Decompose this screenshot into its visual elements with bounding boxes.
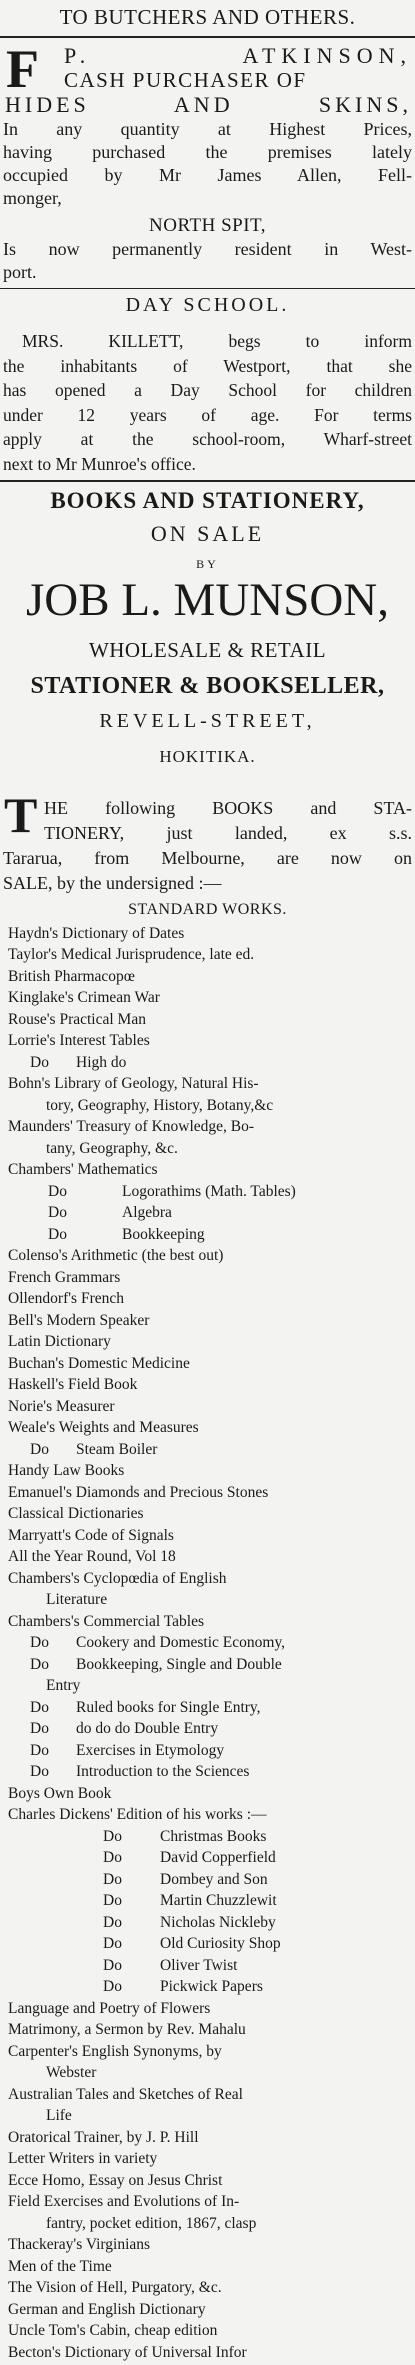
- book-title: David Copperfield: [160, 1849, 276, 1867]
- text-line: Tararua, from Melbourne, are now on: [3, 848, 412, 868]
- drop-cap-f: F: [6, 39, 39, 99]
- book-title: Marryatt's Code of Signals: [8, 1526, 174, 1544]
- book-title: Introduction to the Sciences: [76, 1763, 250, 1781]
- book-title: Christmas Books: [160, 1827, 267, 1845]
- text-line: occupied by Mr James Allen, Fell-: [3, 165, 412, 185]
- ditto-mark: Do: [103, 1978, 122, 1996]
- text-line: Is now permanently resident in West-: [3, 239, 412, 259]
- text-line: In any quantity at Highest Prices,: [3, 119, 412, 139]
- text-line: under 12 years of age. For terms: [3, 404, 412, 425]
- ditto-mark: Do: [30, 1763, 49, 1781]
- ditto-mark: Do: [48, 1225, 67, 1243]
- book-title: French Grammars: [8, 1268, 121, 1286]
- book-title: Letter Writers in variety: [8, 2150, 158, 2168]
- ditto-mark: Do: [103, 1827, 122, 1845]
- ditto-mark: Do: [30, 1698, 49, 1716]
- book-title: Life: [46, 2107, 72, 2125]
- book-title: Bookkeeping, Single and Double: [76, 1655, 282, 1673]
- book-title: do do do Double Entry: [76, 1720, 219, 1738]
- day-school-heading: DAY SCHOOL.: [125, 294, 290, 316]
- text-line: HE following BOOKS and STA-: [44, 798, 412, 818]
- book-title: Emanuel's Diamonds and Precious Stones: [8, 1483, 269, 1501]
- book-title: The Vision of Hell, Purgatory, &c.: [8, 2279, 222, 2297]
- text-line: MRS. KILLETT, begs to inform: [22, 331, 412, 351]
- book-title: High do: [76, 1053, 127, 1071]
- ditto-mark: Do: [30, 1655, 49, 1673]
- text-line: TIONERY, just landed, ex s.s.: [44, 823, 412, 843]
- munson-name: JOB L. MUNSON,: [26, 574, 389, 626]
- book-title: Men of the Time: [8, 2257, 112, 2275]
- ditto-mark: Do: [30, 1053, 49, 1071]
- book-title: Charles Dickens' Edition of his works :—: [8, 1806, 267, 1824]
- text-line: port.: [3, 262, 37, 282]
- book-title: Taylor's Medical Jurisprudence, late ed.: [8, 946, 255, 964]
- book-title: Ruled books for Single Entry,: [76, 1698, 261, 1716]
- book-title: Bohn's Library of Geology, Natural His-: [8, 1075, 259, 1093]
- book-title: Haydn's Dictionary of Dates: [8, 925, 185, 942]
- book-title: Bookkeeping: [122, 1225, 205, 1243]
- book-title: tory, Geography, History, Botany,&c: [46, 1096, 274, 1114]
- book-title: Buchan's Domestic Medicine: [8, 1354, 190, 1372]
- book-title: Steam Boiler: [76, 1440, 158, 1458]
- text-line: has opened a Day School for children: [3, 380, 412, 400]
- book-title: Matrimony, a Sermon by Rev. Mahalu: [8, 2021, 246, 2039]
- book-title: Old Curiosity Shop: [160, 1935, 281, 1953]
- book-title: Boys Own Book: [8, 1784, 112, 1802]
- book-title: Algebra: [122, 1204, 172, 1222]
- book-title: Thackeray's Virginians: [8, 2236, 151, 2254]
- book-title: Classical Dictionaries: [8, 1505, 144, 1523]
- book-title: Norie's Measurer: [8, 1397, 115, 1415]
- ditto-mark: Do: [48, 1182, 67, 1200]
- book-title: British Pharmacopœ: [8, 967, 135, 985]
- text-line: SALE, by the undersigned :—: [3, 873, 222, 893]
- text-line: having purchased the premises lately: [3, 142, 412, 162]
- hokitika: HOKITIKA.: [159, 747, 256, 766]
- book-title: Field Exercises and Evolutions of In-: [8, 2193, 240, 2211]
- book-title: Ecce Homo, Essay on Jesus Christ: [8, 2171, 223, 2189]
- divider: [0, 480, 415, 482]
- book-title: Maunders' Treasury of Knowledge, Bo-: [8, 1118, 255, 1136]
- by-label: BY: [196, 557, 219, 571]
- book-title: Bell's Modern Speaker: [8, 1311, 150, 1329]
- book-title: Ollendorf's French: [8, 1290, 125, 1308]
- book-title: Handy Law Books: [8, 1462, 125, 1480]
- book-title: Chambers's Commercial Tables: [8, 1612, 204, 1630]
- ditto-mark: Do: [30, 1720, 49, 1738]
- book-title: Language and Poetry of Flowers: [8, 1999, 211, 2017]
- north-spit: NORTH SPIT,: [149, 215, 266, 236]
- ditto-mark: Do: [30, 1440, 49, 1458]
- ditto-mark: Do: [103, 1892, 122, 1910]
- drop-cap-t: T: [4, 787, 38, 843]
- ditto-mark: Do: [103, 1935, 122, 1953]
- book-title: Chambers' Mathematics: [8, 1161, 158, 1179]
- book-title: Martin Chuzzlewit: [160, 1892, 277, 1910]
- book-title: Becton's Dictionary of Universal Infor: [8, 2343, 247, 2361]
- book-title: Literature: [46, 1591, 108, 1609]
- revell-street: REVELL-STREET,: [99, 710, 316, 732]
- text-line: next to Mr Munroe's office.: [3, 453, 196, 474]
- book-title: Webster: [46, 2064, 97, 2082]
- book-title: Exercises in Etymology: [76, 1741, 225, 1759]
- book-title: Weale's Weights and Measures: [8, 1419, 199, 1437]
- on-sale: ON SALE: [150, 521, 265, 546]
- book-title: All the Year Round, Vol 18: [8, 1548, 176, 1566]
- text-line: apply at the school-room, Wharf-street: [3, 429, 412, 449]
- book-title: Oratorical Trainer, by J. P. Hill: [8, 2128, 199, 2146]
- book-title: Carpenter's English Synonyms, by: [8, 2042, 222, 2060]
- book-title: Logorathims (Math. Tables): [122, 1182, 296, 1200]
- book-title: Haskell's Field Book: [8, 1376, 138, 1394]
- book-title: Latin Dictionary: [8, 1333, 111, 1351]
- book-title: German and English Dictionary: [8, 2300, 206, 2318]
- book-title: Chambers's Cyclopœdia of English: [8, 1569, 227, 1587]
- book-title: Entry: [46, 1677, 81, 1695]
- standard-works-heading: STANDARD WORKS.: [128, 901, 287, 918]
- books-heading: BOOKS AND STATIONERY,: [50, 488, 365, 513]
- book-title: Oliver Twist: [160, 1956, 238, 1974]
- book-title: tany, Geography, &c.: [46, 1139, 178, 1157]
- stationer-bookseller: STATIONER & BOOKSELLER,: [30, 673, 385, 699]
- ditto-mark: Do: [103, 1913, 122, 1931]
- text-line: the inhabitants of Westport, that she: [3, 355, 412, 376]
- book-title: Kinglake's Crimean War: [8, 989, 160, 1007]
- divider: [0, 288, 415, 289]
- ditto-mark: Do: [103, 1956, 122, 1974]
- book-title: Rouse's Practical Man: [8, 1010, 146, 1028]
- book-title: Lorrie's Interest Tables: [8, 1032, 150, 1050]
- ditto-mark: Do: [48, 1204, 67, 1222]
- atkinson-name: P. ATKINSON,: [64, 43, 412, 68]
- hides-and-skins: HIDES AND SKINS,: [5, 92, 412, 117]
- ditto-mark: Do: [103, 1870, 122, 1888]
- butchers-heading: TO BUTCHERS AND OTHERS.: [59, 5, 356, 29]
- text-line: monger,: [3, 188, 62, 208]
- book-title: fantry, pocket edition, 1867, clasp: [46, 2214, 257, 2232]
- ditto-mark: Do: [103, 1849, 122, 1867]
- book-title: Cookery and Domestic Economy,: [76, 1634, 286, 1652]
- wholesale-retail: WHOLESALE & RETAIL: [88, 638, 327, 662]
- book-title: Colenso's Arithmetic (the best out): [8, 1247, 224, 1265]
- divider: [0, 36, 415, 38]
- book-title: Australian Tales and Sketches of Real: [8, 2085, 243, 2103]
- book-title: Pickwick Papers: [160, 1978, 263, 1996]
- book-title: Nicholas Nickleby: [160, 1913, 276, 1931]
- book-title: Uncle Tom's Cabin, cheap edition: [8, 2322, 218, 2339]
- ditto-mark: Do: [30, 1741, 49, 1759]
- ditto-mark: Do: [30, 1634, 49, 1652]
- book-title: Dombey and Son: [160, 1870, 268, 1888]
- cash-purchaser: CASH PURCHASER OF: [64, 68, 307, 92]
